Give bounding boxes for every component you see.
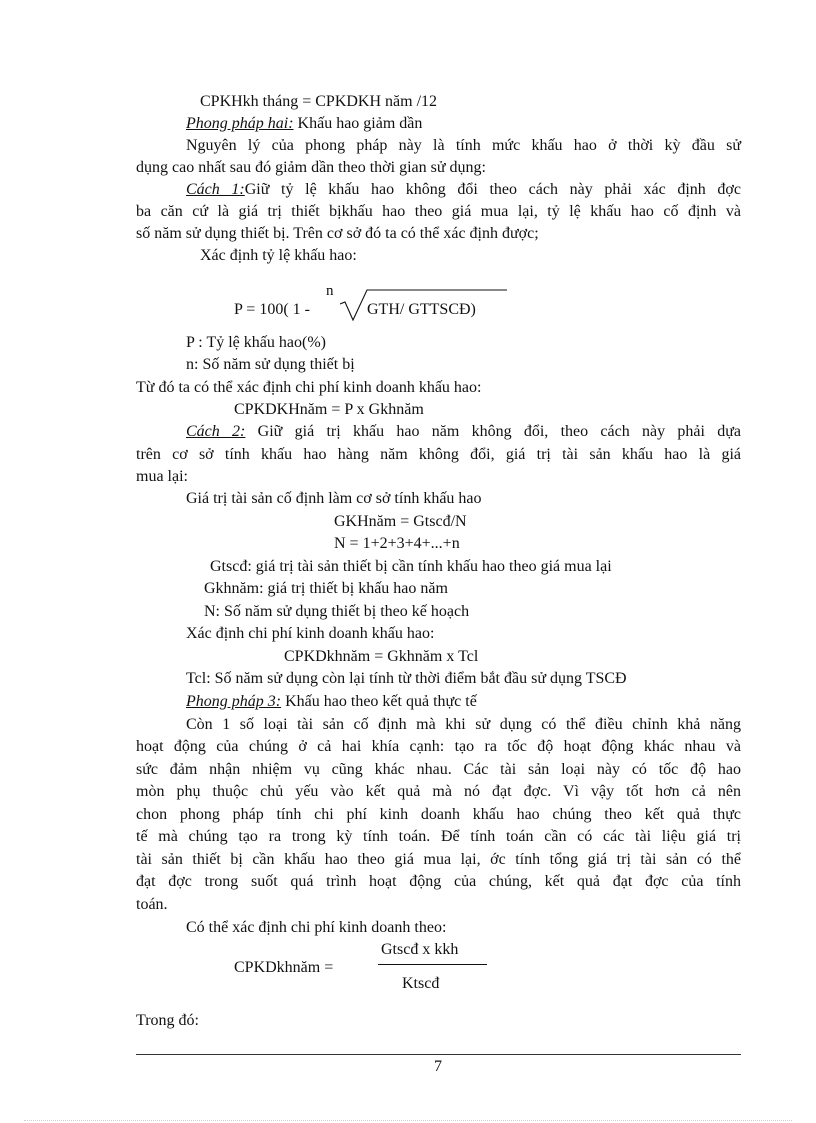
paragraph-line: hoạt động của chúng ở cả hai khía cạnh: tạo ra tốc độ hoạt động khác nhau và bbox=[136, 738, 741, 755]
method-cach-two-label: Cách 2: bbox=[186, 423, 246, 440]
page-number: 7 bbox=[434, 1058, 442, 1075]
definition-line: n: Số năm sử dụng thiết bị bbox=[186, 356, 355, 373]
method-cach-two-heading bbox=[186, 422, 741, 442]
method-two-label: Phong pháp hai: bbox=[186, 115, 294, 132]
definition-line: P : Tỷ lệ khấu hao(%) bbox=[186, 334, 326, 351]
paragraph-line: Có thể xác định chi phí kinh doanh theo: bbox=[186, 919, 447, 936]
formula-n-sum: N = 1+2+3+4+...+n bbox=[334, 535, 460, 552]
paragraph-line: ba căn cứ là giá trị thiết bịkhấu hao theo giá mua lại, tỷ lệ khấu hao cố định và bbox=[136, 203, 741, 220]
paragraph-line: Trong đó: bbox=[136, 1012, 199, 1029]
paragraph-line: dụng cao nhất sau đó giảm dần theo thời gian sử dụng: bbox=[136, 159, 486, 176]
paragraph-line: Còn 1 số loại tài sản cố định mà khi sử dụng có thể điều chỉnh khả năng bbox=[186, 716, 741, 733]
paragraph-line: số năm sử dụng thiết bị. Trên cơ sở đó ta có thể xác định được; bbox=[136, 225, 539, 242]
paragraph-line: đạt đợc trong suốt quá trình hoạt động của chúng, kết quả đạt đợc của tính bbox=[136, 873, 741, 890]
paragraph-line: tài sản thiết bị cần khấu hao theo giá mua lại, ớc tính tổng giá trị tài sản có thể bbox=[136, 851, 741, 868]
formula-radicand: GTH/ GTTSCĐ) bbox=[367, 301, 476, 318]
paragraph-line: trên cơ sở tính khấu hao hàng năm không đổi, giá trị tài sản khấu hao là giá bbox=[136, 446, 741, 463]
formula-numerator: Gtscđ x kkh bbox=[381, 941, 459, 958]
formula-rate-left: P = 100( 1 - bbox=[234, 301, 310, 318]
method-cach-two-text: Giữ giá trị khấu hao năm không đổi, theo cách này phải dựa bbox=[245, 423, 741, 440]
footer-rule bbox=[136, 1054, 741, 1055]
paragraph-line: chon phong pháp tính chi phí kinh doanh khấu hao chúng theo kết quả thực bbox=[136, 806, 741, 823]
paragraph-line: Giá trị tài sản cố định làm cơ sở tính khấu hao bbox=[186, 490, 482, 507]
page-edge-divider bbox=[24, 1120, 792, 1121]
definition-line: Gtscđ: giá trị tài sản thiết bị cần tính khấu hao theo giá mua lại bbox=[210, 558, 612, 575]
formula-monthly-depreciation: CPKHkh tháng = CPKDKH năm /12 bbox=[200, 93, 438, 110]
definition-line: Tcl: Số năm sử dụng còn lại tính từ thời điểm bắt đầu sử dụng TSCĐ bbox=[186, 670, 627, 687]
formula-fraction-left: CPKDkhnăm = bbox=[234, 959, 334, 976]
method-two-title: Khấu hao giảm dần bbox=[293, 115, 423, 132]
method-one-label: Cách 1: bbox=[186, 181, 245, 198]
formula-gkh: GKHnăm = Gtscđ/N bbox=[334, 513, 467, 530]
method-one-text: Giữ tỷ lệ khấu hao không đổi theo cách này phải xác định đợc bbox=[244, 181, 741, 198]
paragraph-line: Xác định tỷ lệ khấu hao: bbox=[200, 247, 357, 264]
method-three-label: Phong pháp 3: bbox=[186, 693, 282, 710]
formula-denominator: Ktscđ bbox=[402, 975, 440, 992]
formula-root-index: n bbox=[326, 283, 334, 299]
paragraph-line: tế mà chúng tạo ra trong kỳ tính toán. Để tính toán cần có các tài liệu giá trị bbox=[136, 828, 741, 845]
paragraph-line: mua lại: bbox=[136, 468, 188, 485]
paragraph-line: Từ đó ta có thể xác định chi phí kinh doanh khấu hao: bbox=[136, 379, 482, 396]
paragraph-line: sức đảm nhận nhiệm vụ cũng khác nhau. Các tài sản loại này có tốc độ hao bbox=[136, 761, 741, 778]
fraction-bar bbox=[378, 964, 487, 965]
paragraph-line: toán. bbox=[136, 896, 168, 913]
paragraph-line: Nguyên lý của phong pháp này là tính mức khấu hao ở thời kỳ đầu sử bbox=[186, 137, 741, 154]
method-three-title: Khấu hao theo kết quả thực tế bbox=[281, 693, 477, 710]
paragraph-line: Xác định chi phí kinh doanh khấu hao: bbox=[186, 625, 435, 642]
method-two-heading bbox=[186, 114, 422, 134]
formula-annual-cost: CPKDKHnăm = P x Gkhnăm bbox=[234, 401, 424, 418]
paragraph-line: mòn phụ thuộc chủ yếu vào kết quả mà nó đạt đợc. Vì vậy tốt hơn cả nên bbox=[136, 783, 741, 800]
method-three-heading bbox=[186, 692, 477, 712]
definition-line: N: Số năm sử dụng thiết bị theo kế hoạch bbox=[204, 603, 470, 620]
definition-line: Gkhnăm: giá trị thiết bị khấu hao năm bbox=[204, 580, 448, 597]
formula-cpkd-tcl: CPKDkhnăm = Gkhnăm x Tcl bbox=[284, 648, 479, 665]
method-one-heading bbox=[186, 180, 741, 200]
